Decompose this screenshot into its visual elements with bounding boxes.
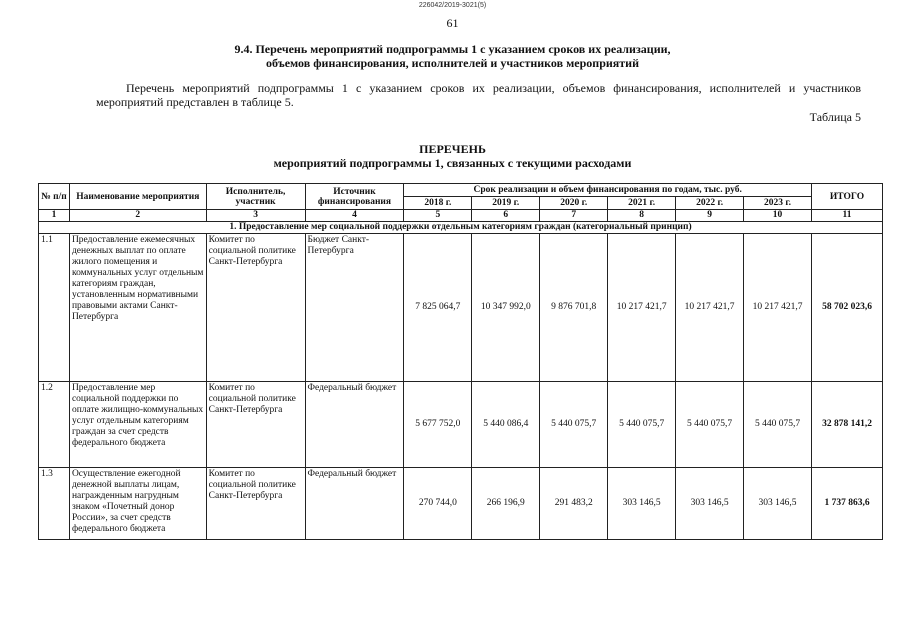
row-value: 10 217 421,7 [676, 234, 744, 382]
col-header-year: 2019 г. [472, 197, 540, 210]
section-heading: 1. Предоставление мер социальной поддержки отдельным категориям граждан (категориальный принцип) [39, 222, 883, 234]
column-number: 1 [39, 210, 70, 222]
column-number: 11 [812, 210, 883, 222]
row-total: 32 878 141,2 [812, 382, 883, 468]
document-id: 226042/2019-3021(5) [418, 2, 487, 9]
col-header-executor: Исполнитель, участник [206, 184, 305, 210]
row-executor: Комитет по социальной политике Санкт-Петербурга [206, 382, 305, 468]
column-number: 9 [676, 210, 744, 222]
row-source: Бюджет Санкт-Петербурга [305, 234, 404, 382]
list-title-line1: ПЕРЕЧЕНЬ [419, 142, 486, 156]
col-header-name: Наименование мероприятия [69, 184, 206, 210]
row-num: 1.3 [39, 468, 70, 540]
col-header-num: № п/п [39, 184, 70, 210]
column-number: 3 [206, 210, 305, 222]
row-name: Предоставление ежемесячных денежных выплат по оплате жилого помещения и коммунальных услуг отдельным категориям граждан, установленным нормативными правовыми актами Санкт-Петербурга [69, 234, 206, 382]
section-title-line1: 9.4. Перечень мероприятий подпрограммы 1 с указанием сроков их реализации, [234, 42, 671, 56]
list-title [0, 142, 905, 170]
activities-table [38, 183, 883, 540]
table-row [39, 382, 883, 468]
row-value: 303 146,5 [744, 468, 812, 540]
row-executor: Комитет по социальной политике Санкт-Петербурга [206, 234, 305, 382]
col-header-source: Источник финансирования [305, 184, 404, 210]
column-number: 5 [404, 210, 472, 222]
row-num: 1.2 [39, 382, 70, 468]
row-total: 58 702 023,6 [812, 234, 883, 382]
row-value: 10 217 421,7 [608, 234, 676, 382]
col-header-year: 2020 г. [540, 197, 608, 210]
column-number: 8 [608, 210, 676, 222]
column-number: 4 [305, 210, 404, 222]
section-title [0, 42, 905, 70]
page-number: 61 [446, 16, 459, 30]
row-value: 291 483,2 [540, 468, 608, 540]
row-num: 1.1 [39, 234, 70, 382]
column-number: 6 [472, 210, 540, 222]
col-header-total: ИТОГО [812, 184, 883, 210]
row-value: 5 440 086,4 [472, 382, 540, 468]
row-executor: Комитет по социальной политике Санкт-Петербурга [206, 468, 305, 540]
section-row [39, 222, 883, 234]
row-total: 1 737 863,6 [812, 468, 883, 540]
row-value: 5 440 075,7 [744, 382, 812, 468]
section-title-line2: объемов финансирования, исполнителей и участников мероприятий [266, 56, 639, 70]
col-header-year: 2021 г. [608, 197, 676, 210]
row-value: 10 217 421,7 [744, 234, 812, 382]
row-value: 5 440 075,7 [676, 382, 744, 468]
row-value: 5 677 752,0 [404, 382, 472, 468]
table-reference: Таблица 5 [809, 110, 861, 124]
column-number: 10 [744, 210, 812, 222]
column-number-row [39, 210, 883, 222]
col-header-year: 2018 г. [404, 197, 472, 210]
row-value: 266 196,9 [472, 468, 540, 540]
row-value: 303 146,5 [608, 468, 676, 540]
row-name: Осуществление ежегодной денежной выплаты лицам, награжденным нагрудным знаком «Почетный донор России», за счет средств федерального бюджета [69, 468, 206, 540]
row-source: Федеральный бюджет [305, 468, 404, 540]
row-value: 10 347 992,0 [472, 234, 540, 382]
row-source: Федеральный бюджет [305, 382, 404, 468]
intro-paragraph: Перечень мероприятий подпрограммы 1 с указанием сроков их реализации, объемов финансирования, исполнителей и участников мероприятий представлен в таблице 5. [96, 81, 861, 109]
row-value: 303 146,5 [676, 468, 744, 540]
list-title-line2: мероприятий подпрограммы 1, связанных с текущими расходами [273, 156, 632, 170]
col-header-year: 2023 г. [744, 197, 812, 210]
header-row [39, 184, 883, 197]
table-row [39, 468, 883, 540]
row-value: 9 876 701,8 [540, 234, 608, 382]
col-header-period: Срок реализации и объем финансирования по годам, тыс. руб. [404, 184, 812, 197]
table-row [39, 234, 883, 382]
row-value: 5 440 075,7 [540, 382, 608, 468]
column-number: 2 [69, 210, 206, 222]
column-number: 7 [540, 210, 608, 222]
row-value: 5 440 075,7 [608, 382, 676, 468]
col-header-year: 2022 г. [676, 197, 744, 210]
row-value: 7 825 064,7 [404, 234, 472, 382]
row-name: Предоставление мер социальной поддержки по оплате жилищно-коммунальных услуг отдельным категориям граждан за счет средств федерального бюджета [69, 382, 206, 468]
row-value: 270 744,0 [404, 468, 472, 540]
